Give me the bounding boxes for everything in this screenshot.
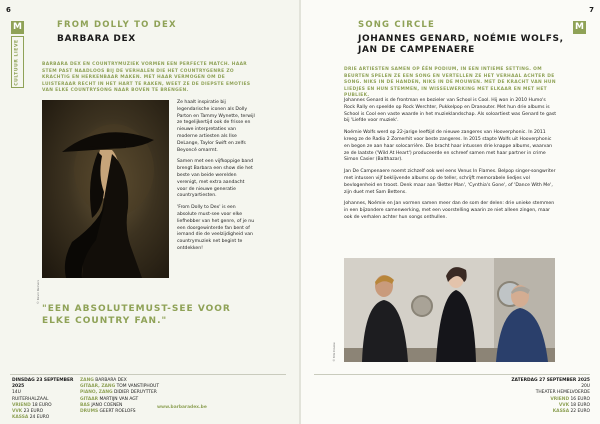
credit-name: JANO COENEN (91, 402, 123, 408)
section-tag (11, 36, 24, 88)
body-paragraph: Noémie Wolfs werd op 22-jarige leeftijd de nieuwe zangeres van Hooverphonic. In 2011 kreeg ze de Radio 2 Zomerhit voor beste zangeres. In 2015 stapte Wolfs uit Hooverphonic en begon ze aan haar solocarrière. Die bracht haar intussen drie knappe albums, waarvan ze de laatste ('Wild At Heart') produceerde en schreef samen met haar partner in crime Simon Casier (Balthazar). (344, 130, 553, 163)
price-label: VVK (558, 402, 570, 408)
barbara-dex-photo (42, 100, 169, 278)
body-paragraph: Jan De Campenaere noemt zichzelf ook wel eens Venus In Flames. Belpop singer-songwriter met intussen vijf beklijvende albums op de teller, schrijft memorabele liedjes vol bevlogenheid en troost. Denk maar aan 'Better Man', 'Cynthia's Gone', of 'Dance With Me', zijn duet met Sam Bettens. (344, 169, 556, 195)
info-divider-left (10, 374, 286, 375)
song-circle-photo (344, 258, 555, 362)
kicker-left: FROM DOLLY TO DEX (57, 20, 177, 30)
kicker-right: SONG CIRCLE (358, 20, 436, 30)
price-label: VRIEND (550, 396, 570, 402)
event-info-right (490, 378, 590, 415)
credit-role: ZANG (80, 378, 94, 383)
price-row (12, 415, 82, 421)
price-value: 18 EURO (570, 402, 590, 408)
price-value: 24 EURO (29, 415, 50, 421)
event-time: 20U (581, 384, 590, 390)
credit-name: BARBARA DEX (95, 378, 127, 383)
page-title-right-line1: JOHANNES GENARD, NOÉMIE WOLFS, (358, 34, 564, 44)
credit-role: DRUMS (80, 409, 99, 415)
lead-paragraph-right: DRIE ARTIESTEN SAMEN OP ÉÉN PODIUM, IN EEN INTIEME SETTING. OM BEURTEN SPELEN ZE EEN SONG EN VERTELLEN ZE HET VERHAAL ACHTER DE SONG. NIKS IN DE HANDEN, NIKS IN DE MOUWEN. MET DE KRACHT VAN HUN LIEDJES EN HUN STEMMEN, IN WISSELWERKING MET ELKAAR EN MET HET PUBLIEK. (344, 67, 556, 98)
credit-name: MARTIJN VAN AGT (99, 396, 139, 402)
page-title-left: BARBARA DEX (57, 34, 136, 44)
body-text-right (344, 98, 556, 227)
price-value: 23 EURO (23, 409, 44, 415)
event-venue: THEATER HEMELVOERDE (535, 390, 590, 396)
price-value: 16 EURO (570, 396, 590, 402)
credit-name: DIDIER DERUYTTER (114, 390, 157, 396)
info-divider-right (314, 374, 590, 375)
m-badge-right: M (573, 21, 586, 34)
event-date: ZATERDAG 27 SEPTEMBER 2025 (511, 378, 590, 383)
page-title-right-line2: JAN DE CAMPENAERE (358, 45, 475, 55)
credit-role: BAS (80, 402, 90, 408)
event-time: 14U (12, 390, 21, 396)
credit-name: GEERT ROELOFS (99, 409, 136, 415)
price-row (490, 409, 590, 415)
page-number-left: 6 (6, 6, 11, 14)
event-venue: RUITERHALZAAL (12, 396, 49, 402)
event-info-left (12, 378, 82, 421)
artist-website-link[interactable]: www.barbaradex.be (157, 405, 207, 410)
photo-credit-left: © Kevin Reiners (36, 279, 41, 305)
credit-role: PIANO, ZANG (80, 390, 113, 396)
body-paragraph: Johannes Genard is de frontman en bezieler van School is Cool. Hij won in 2010 Humo's Rock Rally en speelde op Rock Werchter, Pukkelpop en Dranouter. Met hun drie albums is School is Cool een vaste waarde in het muzieklandschap. Als soloartiest was Genard te gast bij 'Liefde voor muziek'. (344, 98, 557, 124)
body-paragraph: Samen met een vijfkoppige band brengt Barbara een show die het beste van beide werelden verenigt, met extra aandacht voor de nieuwe generatie countryartiesten. (177, 159, 254, 199)
page-number-right: 7 (589, 6, 594, 14)
price-label: VRIEND (12, 402, 31, 408)
price-label: KASSA (552, 409, 570, 415)
event-date: DINSDAG 23 SEPTEMBER 2025 (12, 378, 74, 390)
m-badge-left: M (11, 21, 24, 34)
price-label: VVK (12, 409, 23, 415)
section-tag-label: CULTUUR LIEVE (15, 38, 20, 86)
price-value: 18 EURO (32, 402, 52, 408)
photo-credit-right: © Mik Doeke (331, 342, 336, 362)
body-paragraph: 'From Dolly to Dex' is een absolute must-see voor elke liefhebber van het genre, of je nu een doorgewinterde fan bent of iemand die de veelzijdigheid van countrymuziek net begint te ontdekken! (177, 205, 255, 251)
portrait-illustration (42, 100, 169, 278)
body-paragraph: Ze haalt inspiratie bij legendarische iconen als Dolly Parton en Tammy Wynette, terwijl ze tegelijkertijd ook de frisse en nieuwe interpretaties van moderne artiesten als Ilse DeLange, Taylor Swift en zelfs Beyoncé omarmt. (177, 100, 255, 153)
credit-role: GITAAR, ZANG (80, 384, 116, 390)
page-gutter (299, 0, 301, 424)
lead-paragraph-left: BARBARA DEX EN COUNTRYMUZIEK VORMEN EEN PERFECTE MATCH. HAAR STEM PAST NAADLOOS BIJ DE VERHALEN DIE HET COUNTRYGENRE ZO KRACHTIG EN HERKENBAAR MAKEN. MET HAAR VERMOGEN OM DE LUISTERAAR RECHT IN HET HART TE RAKEN, WEET ZE DE DIEPSTE EMOTIES VAN ELKE COUNTRYSONG NAAR BOVEN TE BRENGEN. (42, 62, 251, 93)
body-text-left (177, 100, 256, 258)
credit-name: TOM VANSTIPHOUT (116, 384, 160, 390)
price-label: KASSA (12, 415, 29, 421)
credit-role: GITAAR (80, 396, 99, 402)
pull-quote: "EEN ABSOLUTEMUST-SEE VOOR ELKE COUNTRY FAN." (42, 304, 231, 326)
group-photo-illustration (344, 258, 555, 362)
body-paragraph: Johannes, Noémie en Jan vormen samen meer dan de som der delen: drie unieke stemmen in een bijzondere samenwerking, met een voorstelling waarin ze niet alleen zingen, maar ook de verhalen achter hun songs onthullen. (344, 201, 555, 220)
price-value: 22 EURO (570, 409, 590, 415)
